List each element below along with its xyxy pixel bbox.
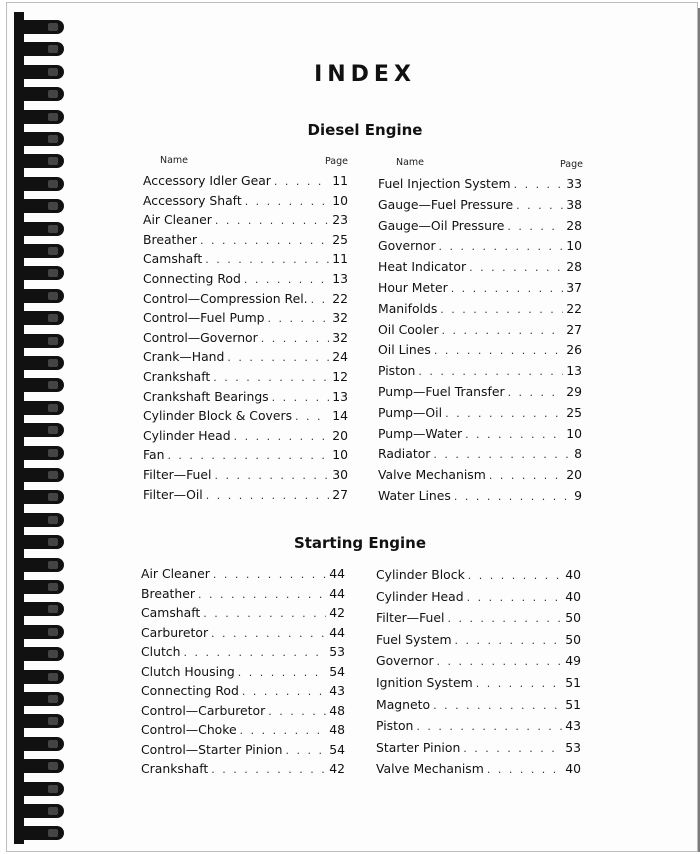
entry-name: Cylinder Block [376,567,465,582]
starting-left-entry [141,586,345,604]
diesel-left-entry [143,447,348,465]
page-title: INDEX [314,62,416,87]
diesel-right-entry [378,405,582,423]
dot-leader [455,634,563,647]
entry-page-number: 10 [332,447,348,463]
entry-name: Ignition System [376,675,473,690]
diesel-engine-heading: Diesel Engine [307,121,423,139]
dot-leader [261,332,329,345]
binding-ring [20,513,64,527]
entry-name: Cylinder Block & Covers [143,408,293,424]
entry-page-number: 44 [329,624,345,640]
starting-engine-heading: Starting Engine [293,534,427,552]
dot-leader [468,569,562,582]
binding-ring [20,490,64,504]
starting-right-entry [376,740,581,758]
entry-name: Crankshaft [143,369,211,384]
dot-leader [469,261,563,274]
entry-page-number: 24 [332,349,348,365]
starting-left-entry [141,683,345,701]
dot-leader [418,365,563,378]
binding-ring [20,826,64,840]
binding-ring [20,289,64,303]
binding-ring [20,401,64,415]
dot-leader [242,685,326,698]
binding-ring [20,580,64,594]
entry-page-number: 12 [332,369,348,384]
binding-ring [20,670,64,684]
entry-page-number: 11 [332,173,348,188]
entry-page-number: 44 [329,585,345,601]
starting-left-entry [141,566,345,584]
entry-name: Manifolds [378,300,438,316]
entry-name: Connecting Rod [143,271,241,286]
diesel-left-entry [143,408,348,426]
entry-page-number: 53 [329,644,345,659]
entry-name: Clutch [141,644,181,659]
dot-leader [508,386,564,399]
entry-page-number: 48 [329,702,345,718]
binding-ring [20,199,64,213]
entry-name: Air Cleaner [143,212,212,228]
diesel-right-entry [378,301,582,319]
entry-name: Cylinder Head [376,588,464,604]
diesel-right-entry [378,197,582,215]
diesel-right-entry [378,259,582,277]
entry-name: Piston [378,363,416,379]
entry-page-number: 13 [566,363,582,379]
entry-page-number: 43 [565,718,581,734]
dot-leader [463,742,562,755]
binding-ring [20,804,64,818]
entry-page-number: 32 [332,329,348,345]
entry-page-number: 44 [329,566,345,581]
diesel-right-entry [378,384,582,402]
binding-ring [20,535,64,549]
entry-page-number: 37 [566,280,582,295]
entry-page-number: 23 [332,212,348,228]
dot-leader [274,175,329,188]
diesel-left-entry [143,193,348,211]
binding-ring [20,782,64,796]
diesel-left-entry [143,389,348,407]
entry-page-number: 32 [332,310,348,326]
diesel-right-entry [378,488,582,506]
entry-page-number: 38 [566,196,582,212]
entry-page-number: 25 [566,404,582,420]
dot-leader [507,220,563,233]
entry-page-number: 10 [566,238,582,254]
entry-page-number: 8 [574,446,582,462]
entry-name: Water Lines [378,488,451,503]
starting-right-entry [376,589,581,607]
dot-leader [206,489,330,502]
entry-name: Filter—Fuel [376,610,445,626]
entry-name: Accessory Shaft [143,192,242,208]
binding-ring [20,759,64,773]
starting-left-entry [141,625,345,643]
diesel-left-page-header: Page [325,156,348,167]
entry-page-number: 33 [566,176,582,191]
dot-leader [285,744,326,757]
dot-leader [434,344,563,357]
entry-page-number: 28 [566,217,582,233]
spiral-binding [14,12,66,844]
entry-page-number: 54 [329,663,345,679]
entry-page-number: 51 [565,675,581,690]
entry-name: Pump—Oil [378,404,443,420]
dot-leader [213,371,329,384]
entry-name: Pump—Fuel Transfer [378,384,505,399]
entry-name: Connecting Rod [141,683,239,698]
diesel-left-entry [143,369,348,387]
entry-page-number: 28 [566,259,582,275]
entry-name: Gauge—Fuel Pressure [378,196,514,212]
binding-ring [20,65,64,79]
binding-ring [20,334,64,348]
entry-name: Pump—Water [378,425,463,441]
binding-ring [20,110,64,124]
binding-ring [20,737,64,751]
dot-leader [295,410,329,423]
entry-name: Air Cleaner [141,566,210,581]
diesel-left-entry [143,173,348,191]
binding-ring [20,602,64,616]
entry-page-number: 20 [566,467,582,483]
dot-leader [183,646,326,659]
dot-leader [215,214,329,227]
dot-leader [476,677,563,690]
binding-ring [20,20,64,34]
diesel-right-entry [378,363,582,381]
entry-name: Control—Starter Pinion [141,741,283,757]
entry-page-number: 11 [332,251,348,267]
entry-name: Cylinder Head [143,427,231,443]
binding-ring [20,714,64,728]
entry-page-number: 40 [565,567,581,582]
dot-leader [487,763,562,776]
binding-ring [20,244,64,258]
binding-ring [20,468,64,482]
dot-leader [203,607,326,620]
binding-ring [20,625,64,639]
starting-right-entry [376,567,581,585]
diesel-left-entry [143,291,348,309]
starting-left-entry [141,644,345,662]
entry-name: Fuel Injection System [378,176,511,191]
diesel-right-entry [378,446,582,464]
binding-ring [20,378,64,392]
diesel-right-entry [378,238,582,256]
diesel-right-entry [378,176,582,194]
entry-page-number: 43 [329,683,345,698]
entry-page-number: 26 [566,342,582,358]
entry-name: Filter—Fuel [143,467,212,482]
binding-ring [20,132,64,146]
entry-name: Control—Governor [143,329,258,345]
starting-right-entry [376,610,581,628]
entry-name: Control—Fuel Pump [143,310,265,326]
entry-name: Crankshaft [141,761,209,776]
entry-page-number: 48 [329,722,345,737]
starting-right-entry [376,632,581,650]
entry-name: Clutch Housing [141,663,235,679]
diesel-right-entry [378,467,582,485]
entry-name: Hour Meter [378,280,448,295]
entry-page-number: 20 [332,427,348,443]
binding-ring [20,222,64,236]
dot-leader [214,469,329,482]
dot-leader [437,655,563,668]
entry-page-number: 13 [332,271,348,286]
entry-name: Valve Mechanism [376,761,484,777]
entry-page-number: 13 [332,388,348,404]
entry-name: Oil Cooler [378,321,439,337]
binding-ring [20,311,64,325]
dot-leader [268,705,326,718]
dot-leader [467,591,563,604]
entry-name: Accessory Idler Gear [143,173,271,188]
entry-page-number: 40 [565,588,581,604]
diesel-left-entry [143,330,348,348]
dot-leader [272,391,330,404]
dot-leader [442,324,564,337]
starting-left-entry [141,664,345,682]
starting-right-entry [376,718,581,736]
entry-page-number: 29 [566,384,582,399]
dot-leader [268,312,330,325]
diesel-right-page-header: Page [560,159,583,170]
diesel-left-name-header: Name [160,155,189,166]
entry-name: Breather [143,231,197,247]
entry-name: Control—Carburetor [141,702,266,718]
entry-page-number: 10 [566,425,582,441]
entry-page-number: 10 [332,192,348,208]
entry-page-number: 9 [574,488,582,503]
entry-name: Control—Choke [141,722,237,737]
entry-page-number: 30 [332,467,348,482]
entry-name: Gauge—Oil Pressure [378,217,505,233]
entry-page-number: 42 [329,605,345,620]
entry-name: Fuel System [376,631,452,647]
binding-ring [20,558,64,572]
binding-ring [20,692,64,706]
entry-name: Camshaft [141,605,201,620]
entry-page-number: 27 [332,486,348,502]
starting-left-entry [141,722,345,740]
entry-name: Heat Indicator [378,259,467,275]
dot-leader [516,199,563,212]
diesel-right-entry [378,426,582,444]
starting-right-entry [376,761,581,779]
entry-page-number: 50 [565,610,581,626]
entry-name: Valve Mechanism [378,467,486,483]
starting-right-entry [376,675,581,693]
binding-ring [20,423,64,437]
dot-leader [445,407,563,420]
dot-leader [198,588,326,601]
binding-ring [20,446,64,460]
dot-leader [200,234,329,247]
diesel-right-name-header: Name [396,157,425,168]
dot-leader [514,178,564,191]
diesel-left-entry [143,212,348,230]
entry-name: Carburetor [141,624,209,640]
entry-page-number: 50 [565,631,581,647]
diesel-right-entry [378,280,582,298]
diesel-left-entry [143,487,348,505]
dot-leader [167,449,329,462]
dot-leader [451,282,564,295]
diesel-right-entry [378,218,582,236]
binding-ring [20,647,64,661]
entry-name: Magneto [376,696,431,712]
dot-leader [238,666,326,679]
dot-leader [416,720,562,733]
binding-ring [20,42,64,56]
entry-name: Fan [143,447,165,463]
entry-name: Starter Pinion [376,739,461,755]
diesel-left-entry [143,467,348,485]
entry-name: Oil Lines [378,342,431,358]
diesel-left-entry [143,251,348,269]
binding-ring [20,154,64,168]
entry-page-number: 14 [332,408,348,424]
entry-page-number: 27 [566,321,582,337]
binding-ring [20,266,64,280]
diesel-right-entry [378,342,582,360]
diesel-right-entry [378,322,582,340]
entry-name: Control—Compression Rel. [143,290,308,306]
dot-leader [244,273,329,286]
diesel-left-entry [143,349,348,367]
dot-leader [227,351,329,364]
entry-name: Breather [141,585,195,601]
binding-ring [20,356,64,370]
diesel-left-entry [143,310,348,328]
starting-left-entry [141,703,345,721]
entry-page-number: 25 [332,231,348,247]
diesel-left-entry [143,271,348,289]
dot-leader [454,490,571,503]
dot-leader [433,448,571,461]
entry-name: Piston [376,718,414,734]
entry-page-number: 42 [329,761,345,776]
dot-leader [433,699,562,712]
entry-page-number: 49 [565,653,581,669]
binding-ring [20,177,64,191]
dot-leader [211,627,326,640]
entry-page-number: 54 [329,741,345,757]
starting-left-entry [141,605,345,623]
entry-name: Filter—Oil [143,486,203,502]
diesel-left-entry [143,428,348,446]
dot-leader [447,612,562,625]
starting-left-entry [141,761,345,779]
diesel-left-entry [143,232,348,250]
dot-leader [211,763,326,776]
entry-name: Governor [376,653,434,669]
dot-leader [234,430,330,443]
entry-name: Crank—Hand [143,349,225,365]
starting-right-entry [376,697,581,715]
dot-leader [245,195,330,208]
starting-left-entry [141,742,345,760]
binding-ring [20,87,64,101]
entry-name: Crankshaft Bearings [143,388,269,404]
dot-leader [440,303,563,316]
entry-name: Governor [378,238,436,254]
dot-leader [205,253,329,266]
dot-leader [213,568,326,581]
starting-right-entry [376,653,581,671]
dot-leader [465,428,563,441]
entry-page-number: 40 [565,761,581,777]
dot-leader [311,293,330,306]
entry-name: Radiator [378,446,431,462]
entry-name: Camshaft [143,251,203,267]
entry-page-number: 51 [565,696,581,712]
dot-leader [240,724,327,737]
entry-page-number: 22 [566,300,582,316]
entry-page-number: 53 [565,739,581,755]
dot-leader [439,240,564,253]
entry-page-number: 22 [332,290,348,306]
dot-leader [489,469,563,482]
